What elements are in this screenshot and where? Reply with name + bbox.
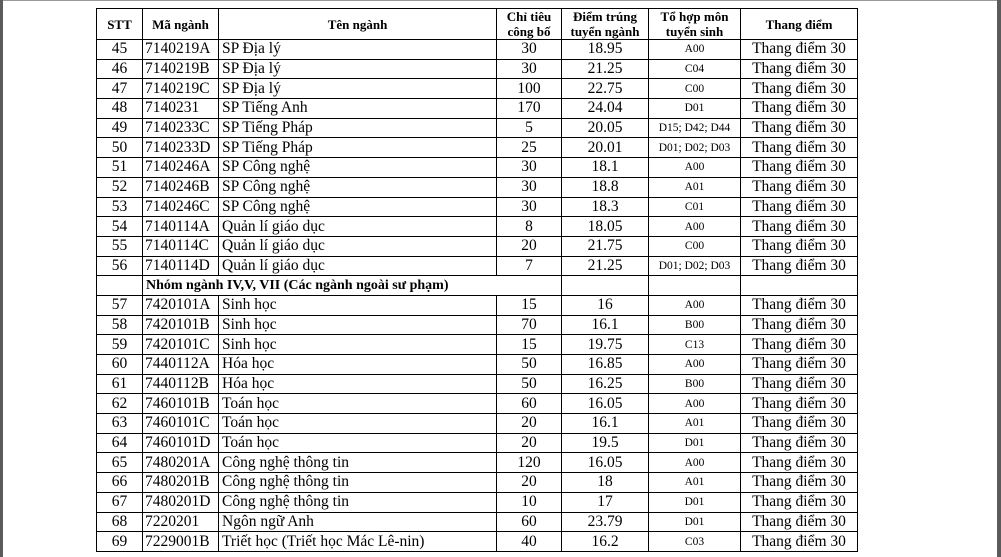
header-thang-diem: Thang điểm [741,9,858,40]
cell-to-hop-mon: C00 [649,236,741,256]
cell-thang-diem: Thang điểm 30 [741,217,858,237]
cell-to-hop-mon: D01; D02; D03 [649,138,741,158]
cell-thang-diem: Thang điểm 30 [741,197,858,217]
cell-thang-diem: Thang điểm 30 [741,256,858,276]
cell-ten-nganh: Sinh học [219,295,497,315]
cell-ten-nganh: SP Địa lý [219,40,497,60]
cell-stt: 57 [97,295,143,315]
header-to-hop [649,9,741,40]
cell-to-hop-mon: D01 [649,433,741,453]
cell-stt: 54 [97,217,143,237]
cell-ma-nganh: 7440112A [143,355,219,375]
cell-diem-trung-tuyen: 16.05 [562,453,649,473]
left-viewer-edge [0,0,3,557]
cell-chi-tieu: 30 [497,177,562,197]
table-row [97,158,858,178]
cell-stt: 50 [97,138,143,158]
cell-thang-diem: Thang điểm 30 [741,40,858,60]
table-row [97,99,858,119]
cell-thang-diem: Thang điểm 30 [741,473,858,493]
cell-diem-trung-tuyen: 18.8 [562,177,649,197]
cell-to-hop-mon: C13 [649,335,741,355]
cell-stt: 62 [97,394,143,414]
cell-ma-nganh: 7140114A [143,217,219,237]
cell-stt: 68 [97,512,143,532]
cell-chi-tieu: 30 [497,158,562,178]
cell-thang-diem: Thang điểm 30 [741,236,858,256]
cell-thang-diem: Thang điểm 30 [741,295,858,315]
cell-chi-tieu: 30 [497,59,562,79]
table-row [97,335,858,355]
cell-ma-nganh: 7140246A [143,158,219,178]
cell-thang-diem: Thang điểm 30 [741,414,858,434]
cell-ten-nganh: SP Tiếng Anh [219,99,497,119]
table-row [97,532,858,552]
cell-stt: 49 [97,118,143,138]
cell-diem-trung-tuyen: 18.05 [562,217,649,237]
cell-thang-diem: Thang điểm 30 [741,394,858,414]
table-row [97,315,858,335]
cell-ten-nganh: Quản lí giáo dục [219,236,497,256]
cell-chi-tieu: 25 [497,138,562,158]
cell-ma-nganh: 7140219C [143,79,219,99]
table-row [97,79,858,99]
cell-chi-tieu: 50 [497,374,562,394]
header-diem [562,9,649,40]
cell-ten-nganh: Ngôn ngữ Anh [219,512,497,532]
cell-diem-trung-tuyen: 19.75 [562,335,649,355]
cell-to-hop-mon: A00 [649,394,741,414]
cell-diem-trung-tuyen: 16.1 [562,315,649,335]
cell-to-hop-mon: D01 [649,492,741,512]
cell-diem-trung-tuyen: 18.95 [562,40,649,60]
cell-stt: 55 [97,236,143,256]
cell-ma-nganh: 7140219A [143,40,219,60]
cell-chi-tieu: 20 [497,473,562,493]
cell-diem-trung-tuyen: 18 [562,473,649,493]
cell-ma-nganh: 7220201 [143,512,219,532]
header-chi-tieu-line1: Chỉ tiêu [506,9,552,24]
cell-thang-diem: Thang điểm 30 [741,355,858,375]
cell-stt: 47 [97,79,143,99]
cell-thang-diem: Thang điểm 30 [741,138,858,158]
cell-ma-nganh: 7460101D [143,433,219,453]
cell-chi-tieu: 10 [497,492,562,512]
cell-to-hop-mon: A00 [649,453,741,473]
cell-ma-nganh: 7480201A [143,453,219,473]
table-row [97,355,858,375]
cell-chi-tieu: 30 [497,40,562,60]
cell-to-hop-mon: C00 [649,79,741,99]
cell-ten-nganh: Toán học [219,394,497,414]
cell-ma-nganh: 7420101A [143,295,219,315]
right-viewer-edge [997,0,1001,557]
cell-ma-nganh: 7140233D [143,138,219,158]
table-row [97,40,858,60]
table-row [97,118,858,138]
cell-stt: 61 [97,374,143,394]
group-row-section [97,276,858,296]
header-chi-tieu-line2: công bố [507,24,551,39]
cell-ma-nganh: 7140233C [143,118,219,138]
cell-ma-nganh: 7140246C [143,197,219,217]
cell-to-hop-mon: C01 [649,197,741,217]
cell-ma-nganh: 7140231 [143,99,219,119]
cell-ma-nganh: 7140219B [143,59,219,79]
cell-chi-tieu: 50 [497,355,562,375]
header-chi-tieu [497,9,562,40]
cell-stt: 53 [97,197,143,217]
group-heading-empty-thang [741,276,858,296]
header-to-hop-line2: tuyển sinh [665,24,724,39]
cell-stt: 60 [97,355,143,375]
cell-ten-nganh: Triết học (Triết học Mác Lê-nin) [219,532,497,552]
cell-stt: 65 [97,453,143,473]
table-row [97,236,858,256]
cell-diem-trung-tuyen: 21.25 [562,59,649,79]
cell-thang-diem: Thang điểm 30 [741,118,858,138]
header-to-hop-line1: Tổ hợp môn [660,9,729,24]
cell-stt: 69 [97,532,143,552]
cell-diem-trung-tuyen: 16.2 [562,532,649,552]
cell-thang-diem: Thang điểm 30 [741,79,858,99]
cell-stt: 63 [97,414,143,434]
cell-chi-tieu: 15 [497,295,562,315]
cell-to-hop-mon: C04 [649,59,741,79]
cell-thang-diem: Thang điểm 30 [741,335,858,355]
cell-thang-diem: Thang điểm 30 [741,433,858,453]
cell-diem-trung-tuyen: 18.3 [562,197,649,217]
cell-stt: 46 [97,59,143,79]
table-row [97,256,858,276]
cell-diem-trung-tuyen: 16.1 [562,414,649,434]
cell-to-hop-mon: D01 [649,99,741,119]
cell-chi-tieu: 15 [497,335,562,355]
cell-ten-nganh: SP Địa lý [219,79,497,99]
cell-stt: 59 [97,335,143,355]
cell-thang-diem: Thang điểm 30 [741,99,858,119]
cell-chi-tieu: 70 [497,315,562,335]
cell-to-hop-mon: D01 [649,512,741,532]
cell-thang-diem: Thang điểm 30 [741,532,858,552]
table-row [97,453,858,473]
cell-ten-nganh: SP Công nghệ [219,158,497,178]
table-row [97,473,858,493]
group-heading-empty-diem [562,276,649,296]
cell-ma-nganh: 7229001B [143,532,219,552]
table-row [97,295,858,315]
cell-ma-nganh: 7440112B [143,374,219,394]
header-diem-line2: tuyển ngành [570,24,640,39]
cell-to-hop-mon: A01 [649,473,741,493]
cell-chi-tieu: 60 [497,394,562,414]
table-row [97,433,858,453]
cell-thang-diem: Thang điểm 30 [741,374,858,394]
cell-stt: 64 [97,433,143,453]
cell-to-hop-mon: A00 [649,40,741,60]
cell-thang-diem: Thang điểm 30 [741,492,858,512]
cell-diem-trung-tuyen: 20.01 [562,138,649,158]
cell-stt: 45 [97,40,143,60]
header-stt: STT [97,9,143,40]
cell-to-hop-mon: A00 [649,217,741,237]
table-row [97,374,858,394]
table-row [97,138,858,158]
cell-ten-nganh: Công nghệ thông tin [219,473,497,493]
cell-thang-diem: Thang điểm 30 [741,453,858,473]
cell-chi-tieu: 40 [497,532,562,552]
rows-after-group [97,295,858,551]
cell-ten-nganh: Hóa học [219,355,497,375]
cell-diem-trung-tuyen: 23.79 [562,512,649,532]
cell-ten-nganh: SP Công nghệ [219,197,497,217]
cell-diem-trung-tuyen: 21.25 [562,256,649,276]
cell-diem-trung-tuyen: 24.04 [562,99,649,119]
cell-stt: 58 [97,315,143,335]
cell-chi-tieu: 60 [497,512,562,532]
cell-ten-nganh: Toán học [219,414,497,434]
cell-stt: 52 [97,177,143,197]
cell-chi-tieu: 20 [497,414,562,434]
cell-ma-nganh: 7140246B [143,177,219,197]
cell-to-hop-mon: A00 [649,158,741,178]
cell-stt: 51 [97,158,143,178]
table-row [97,414,858,434]
table-row [97,59,858,79]
cell-to-hop-mon: A01 [649,414,741,434]
table-row [97,217,858,237]
table-row [97,492,858,512]
cell-ma-nganh: 7460101C [143,414,219,434]
cell-ten-nganh: SP Tiếng Pháp [219,118,497,138]
table-row [97,197,858,217]
cell-ma-nganh: 7460101B [143,394,219,414]
cell-diem-trung-tuyen: 21.75 [562,236,649,256]
cell-to-hop-mon: A01 [649,177,741,197]
group-heading-row [97,276,858,296]
admission-scores-table [96,8,858,552]
header-ma-nganh: Mã ngành [143,9,219,40]
cell-chi-tieu: 20 [497,236,562,256]
cell-ma-nganh: 7420101C [143,335,219,355]
cell-chi-tieu: 20 [497,433,562,453]
cell-ten-nganh: Quản lí giáo dục [219,217,497,237]
table-row [97,177,858,197]
cell-to-hop-mon: A00 [649,295,741,315]
cell-diem-trung-tuyen: 17 [562,492,649,512]
cell-thang-diem: Thang điểm 30 [741,315,858,335]
cell-to-hop-mon: B00 [649,315,741,335]
cell-chi-tieu: 7 [497,256,562,276]
cell-ma-nganh: 7480201B [143,473,219,493]
cell-chi-tieu: 5 [497,118,562,138]
cell-chi-tieu: 30 [497,197,562,217]
group-heading-empty-tohop [649,276,741,296]
cell-ten-nganh: SP Công nghệ [219,177,497,197]
table-header-row [97,9,858,40]
cell-thang-diem: Thang điểm 30 [741,512,858,532]
cell-to-hop-mon: C03 [649,532,741,552]
cell-thang-diem: Thang điểm 30 [741,158,858,178]
cell-diem-trung-tuyen: 16.85 [562,355,649,375]
cell-ten-nganh: SP Địa lý [219,59,497,79]
cell-to-hop-mon: D01; D02; D03 [649,256,741,276]
group-heading-empty-stt [97,276,143,296]
cell-diem-trung-tuyen: 16.25 [562,374,649,394]
cell-stt: 67 [97,492,143,512]
cell-stt: 48 [97,99,143,119]
cell-ma-nganh: 7420101B [143,315,219,335]
cell-stt: 56 [97,256,143,276]
cell-ten-nganh: Quản lí giáo dục [219,256,497,276]
header-diem-line1: Điểm trúng [573,9,637,24]
cell-ten-nganh: Sinh học [219,315,497,335]
cell-ten-nganh: Toán học [219,433,497,453]
cell-ten-nganh: Hóa học [219,374,497,394]
cell-to-hop-mon: A00 [649,355,741,375]
cell-thang-diem: Thang điểm 30 [741,59,858,79]
cell-ten-nganh: Công nghệ thông tin [219,492,497,512]
cell-ma-nganh: 7140114D [143,256,219,276]
cell-diem-trung-tuyen: 19.5 [562,433,649,453]
cell-chi-tieu: 100 [497,79,562,99]
cell-thang-diem: Thang điểm 30 [741,177,858,197]
table-row [97,394,858,414]
cell-diem-trung-tuyen: 16 [562,295,649,315]
header-ten-nganh: Tên ngành [219,9,497,40]
cell-to-hop-mon: D15; D42; D44 [649,118,741,138]
cell-diem-trung-tuyen: 18.1 [562,158,649,178]
cell-ten-nganh: SP Tiếng Pháp [219,138,497,158]
cell-diem-trung-tuyen: 22.75 [562,79,649,99]
cell-diem-trung-tuyen: 16.05 [562,394,649,414]
table-row [97,512,858,532]
cell-stt: 66 [97,473,143,493]
cell-diem-trung-tuyen: 20.05 [562,118,649,138]
cell-to-hop-mon: B00 [649,374,741,394]
cell-chi-tieu: 8 [497,217,562,237]
cell-ten-nganh: Sinh học [219,335,497,355]
top-border [0,0,1001,1]
cell-ma-nganh: 7140114C [143,236,219,256]
rows-before-group [97,40,858,276]
cell-ten-nganh: Công nghệ thông tin [219,453,497,473]
cell-ma-nganh: 7480201D [143,492,219,512]
cell-chi-tieu: 170 [497,99,562,119]
group-heading-title: Nhóm ngành IV,V, VII (Các ngành ngoài sư phạm) [143,276,562,296]
cell-chi-tieu: 120 [497,453,562,473]
